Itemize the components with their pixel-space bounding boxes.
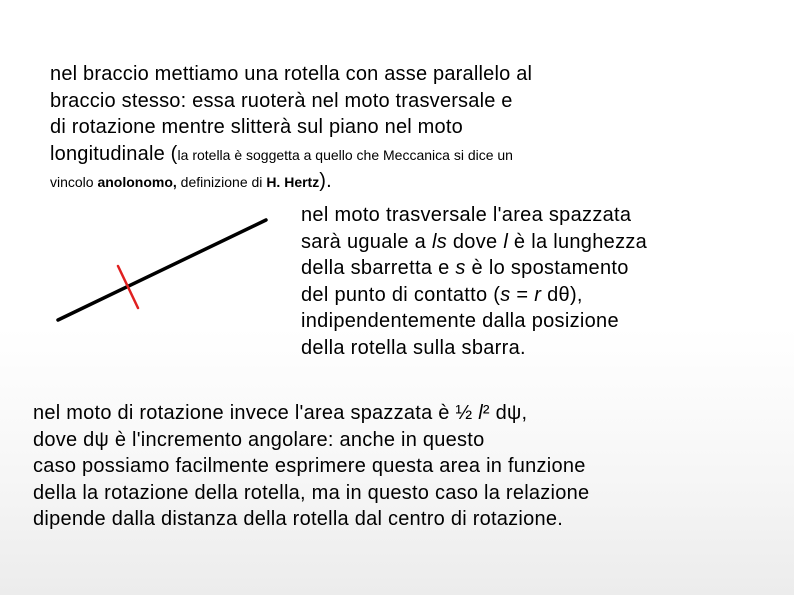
rod-wheel-figure	[52, 214, 270, 328]
transverse-line-2c: è la lunghezza	[508, 230, 648, 253]
intro-term-anolonomo: anolonomo,	[97, 174, 177, 190]
rotation-line-5: dipende dalla distanza della rotella dal centro di rotazione.	[33, 508, 564, 531]
rotation-line-1a: nel moto di rotazione invece l'area spazzata è ½	[33, 402, 479, 424]
transverse-line-3a: della sbarretta e	[301, 257, 456, 280]
intro-line-3: di rotazione mentre slitterà sul piano nel moto	[50, 116, 463, 138]
intro-line-4: longitudinale (	[50, 142, 178, 165]
transverse-line-1: nel moto trasversale l'area spazzata	[301, 204, 632, 226]
var-ls: ls	[431, 230, 448, 253]
rotation-line-4: della la rotazione della rotella, ma in questo caso la relazione	[33, 481, 590, 504]
intro-line-5-mid: definizione di	[176, 174, 267, 190]
intro-line-4-note: la rotella è soggetta a quello che Meccanica si dice un	[177, 146, 513, 163]
transverse-line-2a: sarà uguale a	[301, 230, 432, 253]
rotation-line-3: caso possiamo facilmente esprimere questa area in funzione	[33, 455, 586, 478]
rod-wheel-diagram	[52, 214, 270, 328]
transverse-line-5: indipendentemente dalla posizione	[301, 310, 619, 333]
transverse-line-4a: del punto di contatto (	[301, 283, 501, 306]
intro-line-1: nel braccio mettiamo una rotella con asse parallelo al	[50, 63, 533, 85]
var-s-formula: s	[500, 283, 511, 306]
var-s: s	[455, 257, 466, 280]
transverse-line-4b: =	[510, 283, 535, 306]
paragraph-rotation	[33, 400, 793, 533]
intro-line-2: braccio stesso: essa ruoterà nel moto trasversale e	[50, 89, 513, 112]
rotation-line-1b: ² dψ,	[482, 402, 528, 424]
transverse-line-2b: dove	[447, 230, 504, 253]
var-l-rotation: l	[478, 402, 483, 424]
var-r: r	[534, 283, 542, 306]
var-l: l	[503, 230, 509, 253]
transverse-line-3b: è lo spostamento	[465, 257, 629, 280]
intro-line-5-close: ).	[319, 170, 332, 192]
paragraph-intro	[50, 61, 790, 196]
intro-name-hertz: H. Hertz	[266, 174, 320, 190]
rotation-line-2: dove dψ è l'incremento angolare: anche in questo	[33, 428, 485, 451]
intro-line-5-pre: vincolo	[50, 174, 98, 190]
transverse-line-6: della rotella sulla sbarra.	[301, 336, 526, 359]
transverse-line-4c: dθ),	[541, 283, 583, 306]
paragraph-transverse	[301, 202, 771, 362]
